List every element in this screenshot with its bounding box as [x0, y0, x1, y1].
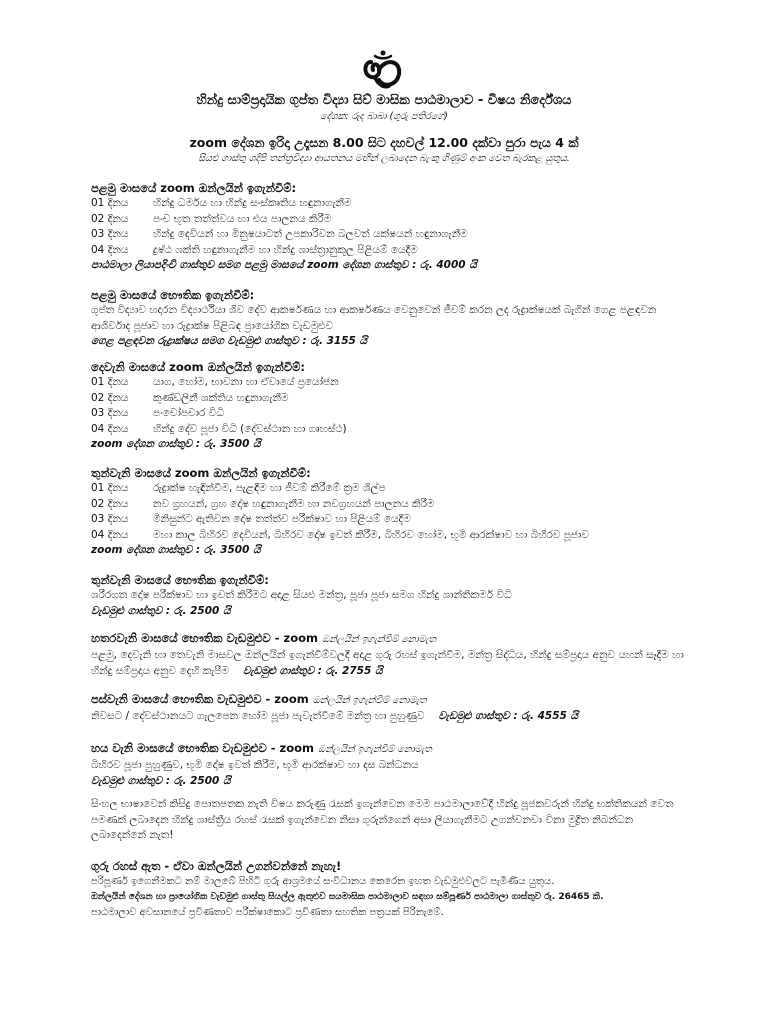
fee-line: වැඩමුළු ගාස්තුව : රු. 2500 යි	[91, 604, 231, 617]
day-label: 01 දිනය	[91, 197, 129, 209]
fee-line: ගෙළ පළඳවන රුද්‍රාක්ෂය සමග වැඩමුළු ගාස්තුව : රු. 3155 යි	[91, 335, 368, 347]
day-row	[91, 227, 691, 243]
month5-physical-section	[91, 691, 691, 725]
day-label: 04 දිනය	[91, 422, 129, 435]
section-heading: හතරවැනි මාසයේ භෞතික වැඩමුළුව - zoom	[91, 631, 319, 645]
section-heading: හය වැනි මාසයේ භෞතික වැඩමුළුව - zoom	[91, 741, 315, 755]
section-body: ගුප්ත විද්‍යාව හදාරන විද්‍යාර්ථියා ශිව දේව ආකර්ෂණය හා ආකර්ෂණය වෙනුවෙන් ජීවම් කරන ලද රුද්‍රාක්ෂයක් බැගින් ගෙළ පළඳවන ආශිර්වාද පූජාව හා රුද්‍රාක්ෂ පිළිබඳ ප්‍රායෝගික වැඩමුළුව	[91, 304, 657, 332]
day-label: 03 දිනය	[91, 228, 129, 240]
day-row	[91, 196, 691, 212]
month1-physical-section	[91, 287, 691, 350]
day-topic: රුද්‍රාක්ෂ හැඳින්වීම, පැළඳීම හා ජීවම් කිරීමේ ක්‍රම ශිල්ප	[153, 482, 386, 494]
day-label: 03 දිනය	[91, 407, 129, 419]
no-online-note: ඔන්ලයින් ඉගැන්වීම් නොමැත	[318, 744, 432, 755]
no-online-note: ඔන්ලයින් ඉගැන්වීම් නොමැත	[312, 695, 427, 706]
section-body: පළමු, දෙවැනි හා තෙවැනි මාසවල ඔන්ලයින් ඉගැන්වීම්වලදී අදාළ ගුරු රහස් ඉගැන්වීම, මන්ත්‍ර සිද්ධිය, හින්දු සම්ප්‍රදාය අනුව යහන් සෑදීම හා හින්දු සම්ප්‍රදාය අනුව දෙහි කැපීම	[91, 649, 684, 677]
closing-section	[91, 797, 691, 844]
day-topic: යාග, හෝම, භාවනා හා ඒවායේ ප්‍රයෝජන	[153, 376, 339, 388]
day-row	[91, 212, 691, 228]
section-body-with-fee	[91, 648, 691, 679]
day-topic: මිනිසුන්ට ඇතිවන දෝෂ තත්ත්ව පරීක්ෂාව හා පිළියම් යෙදීම	[153, 513, 411, 525]
day-topic: හින්දු දෙවියන් හා මිනුෂයාටත් උපකාරිවන බලවත් යක්ෂයන් හඳුනාගැනීම	[153, 228, 468, 240]
month4-physical-section	[91, 630, 691, 679]
day-row	[91, 391, 691, 407]
fee-line: පාඨමාලා ලියාපදිංචි ගාස්තුව සමග පළමු මාසයේ zoom දේශන ගාස්තුව : රු. 4000 යි	[91, 259, 477, 271]
total-fee-line: ඔන්ලයින් දේශන හා ප්‍රායෝගික වැඩමුළු ගාස්තු සියල්ල ඇතුළුව සයමාසික පාඨමාලාව සඳහා සම්පූර්ණ පාඨමාලා ගාස්තුව රු. 26465 කි.	[91, 891, 604, 902]
fee-line: zoom දේශන ගාස්තුව : රු. 3500 යි	[91, 544, 261, 556]
month6-physical-section	[91, 740, 691, 789]
day-label: 02 දිනය	[91, 212, 129, 225]
fee-line: වැඩමුළු ගාස්තුව : රු. 4555 යි	[438, 710, 579, 722]
day-row	[91, 497, 691, 513]
guru-secrets-section	[91, 858, 691, 921]
section-body-with-fee	[91, 709, 691, 725]
day-label: 02 දිනය	[91, 391, 129, 404]
day-topic: මහා කාල බිහිරව දෙවියන්, බිහිරව දෝෂ ඉවත් කිරීම, බිහිරව හෝම, භූමි ආරක්ෂාව හා බිහිරව පූජාව	[153, 528, 589, 541]
day-topic: පංච භූත තත්ත්වය හා එය පාලනය කිරීම	[153, 212, 332, 225]
day-label: 04 දිනය	[91, 243, 129, 256]
section-body: නිවසට / දේවස්ථානයට ගැලපෙන හෝම පූජා පැවැත්වීමේ මන්ත්‍ර හා පුහුණුව	[91, 710, 425, 722]
day-label: 01 දිනය	[91, 482, 129, 494]
day-row	[91, 481, 691, 497]
section-heading: තුන්වැනි මාසයේ භෞතික ඉගැන්වීම්:	[91, 573, 269, 587]
day-label: 02 දිනය	[91, 497, 129, 510]
day-row	[91, 422, 691, 438]
day-row	[91, 528, 691, 544]
month3-online-section	[91, 465, 691, 559]
day-label: 01 දිනය	[91, 376, 129, 388]
day-topic: පංචෝපචාර විධි	[153, 407, 225, 419]
om-logo-icon	[361, 48, 405, 90]
section-heading-row	[91, 691, 691, 709]
no-online-note: ඔන්ලයින් ඉගැන්වීම් නොමැත	[322, 634, 436, 645]
certificate-line: පාඨමාලාව අවසානයේ ප්‍රවිණතාව පරීක්ෂාකොට ප්‍රවිණතා සහතික පත්‍රයක් පිරිනැමේ.	[91, 907, 444, 918]
section-body: ශරීරගත දෝෂ පරීක්ෂාව හා ඉවත් කිරීමට අදාළ සියළු මන්ත්‍ර, පූජා පූජා සමග හින්දු ශාන්තිකර්ම විධි	[91, 589, 512, 601]
section-heading: පළමු මාසයේ භෞතික ඉගැන්වීම්:	[91, 288, 255, 302]
closing-line: පරිපූර්ණ ඉගෙනීමකට නම් මාලබේ පිහිටි ගුරු ආශ්‍රමයේ සංවිධානය කෙරෙන ඉහත වැඩමුළුවලට පැමිණිය යුතුය.	[91, 876, 555, 887]
fee-line: වැඩමුළු ගාස්තුව : රු. 2755 යි	[242, 664, 383, 677]
day-topic: නව ග්‍රහයන්, ග්‍රහ දෝෂ හඳුනාගැනීම හා නවග්‍රහයන් පාලනය කිරීම	[153, 497, 435, 510]
day-row	[91, 243, 691, 259]
day-topic: හින්දු ධර්මය හා හින්දු සංස්කෘතිය හඳුනාගැනීම	[153, 197, 352, 209]
section-heading: තුන්වැනි මාසයේ zoom ඔන්ලයින් ඉගැන්වීම්:	[91, 466, 311, 480]
closing-heading: ගුරු රහස් ඇත - ඒවා ඔන්ලයින් උගන්වන්නේ නැහැ!	[91, 859, 342, 873]
day-row	[91, 375, 691, 391]
fee-line: වැඩමුළු ගාස්තුව : රු. 2500 යි	[91, 774, 231, 787]
payment-note: සියළු ගාස්තු ශදිපි තන්ත්‍රවිද්‍යා ආයතනය මඟින් ලබාදෙන බැංකු ගිණුම් අංක වෙත බැරකළ යුතුය.	[198, 153, 570, 164]
section-body: බිහිරව පූජා පුහුණුව, භූමි දෝෂ ඉවත් කිරීම, භූමි ආරක්ෂාව හා දස බන්ධනය	[91, 759, 419, 771]
month3-physical-section	[91, 572, 691, 619]
day-row	[91, 512, 691, 528]
month2-online-section	[91, 359, 691, 453]
section-heading-row	[91, 740, 691, 758]
day-label: 04 දිනය	[91, 528, 129, 541]
day-label: 03 දිනය	[91, 513, 129, 525]
document-title: හින්දු සාම්ප්‍රදායික ගුප්ත විද්‍යා සිව් මාසික පාඨමාලාව - විෂය නිර්දේශය	[196, 93, 572, 108]
closing-paragraph: සිංහල භාෂාවෙන් කිසිදු පොතපතක නැති විෂය කරුණු රැසක් ඉගැන්වෙන මෙම පාඨමාලාවේදී හින්දු පූජකවරුන් හින්දු භක්තිකයන් වෙත පමණක් ලබාදෙන හින්දු ශාස්ත්‍රීය රහස් රැසක් ඉගැන්වෙන නිසා ගුරුන්ගෙන් අසා ලියාගැනීමට උගන්වනවා විනා මුද්‍රිත නිබන්ධන ලබාදෙන්නේ නැත!	[91, 798, 674, 841]
month1-online-section	[91, 180, 691, 274]
day-row	[91, 406, 691, 422]
zoom-schedule: zoom දේශන ඉරිදා උදෑසන 8.00 සිට දහවල් 12.00 දක්වා පුරා පැය 4 ක්	[189, 135, 579, 150]
section-heading: පළමු මාසයේ zoom ඔන්ලයින් ඉගැන්වීම්:	[91, 181, 297, 195]
section-heading: දෙවැනි මාසයේ zoom ඔන්ලයින් ඉගැන්වීම්:	[91, 360, 306, 374]
fee-line: zoom දේශන ගාස්තුව : රු. 3500 යි	[91, 438, 261, 450]
section-heading: පස්වැනි මාසයේ භෞතික වැඩමුළුව - zoom	[91, 692, 309, 706]
day-topic: දුෂ්ඨ ශක්ති හඳුනාගැනීම හා හින්දු ශාස්ත්‍රානුකූල පිළියම් යෙදීම	[153, 243, 418, 256]
lecturer-line: දේශක: රූද බාබා (ගුරු පතිරගේ)	[320, 111, 448, 122]
day-topic: කුණ්ඩලිනී ශක්තිය හඳුනාගැනීම	[153, 391, 289, 404]
section-heading-row	[91, 630, 691, 648]
day-topic: හින්දු දේව පූජා විධි (දේවස්ථාන හා ගෘහස්ථ)	[153, 422, 347, 435]
